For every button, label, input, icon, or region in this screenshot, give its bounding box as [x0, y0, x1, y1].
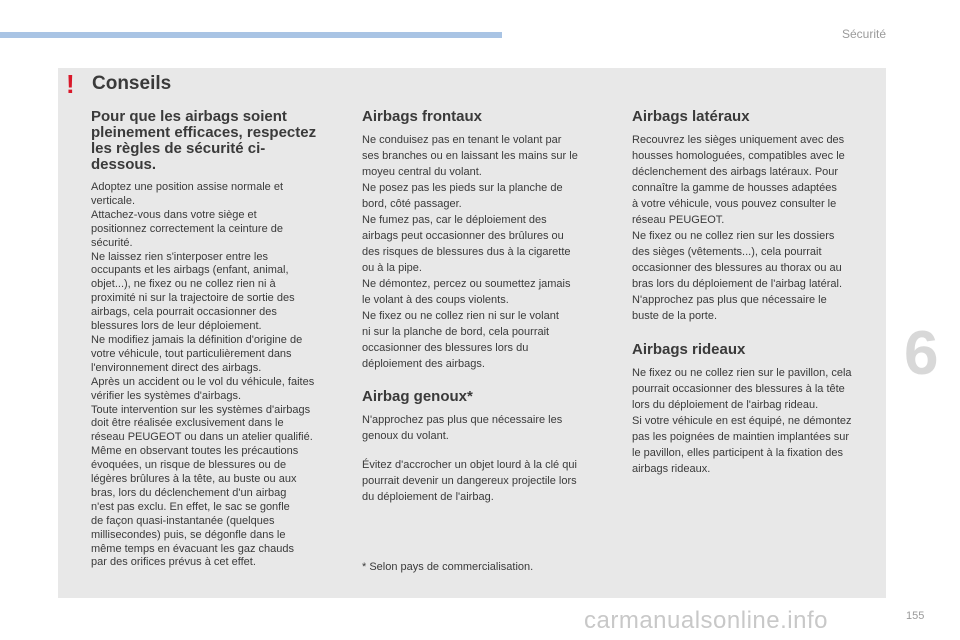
footnote: * Selon pays de commercialisation.	[362, 561, 534, 573]
warning-icon: !	[66, 69, 75, 99]
page-number: 155	[906, 610, 925, 622]
curtain-airbags-text: Ne fixez ou ne collez rien sur le pavillon, cela pourrait occasionner des blessures à la tête lors du déploiement de l'airbag rideau. Si votre véhicule en est équipé, ne démontez pas les poignées de maintien implantées sur le pavillon, elles participent à la fixation des airbags rideaux.	[632, 367, 852, 475]
column-side-curtain-airbags	[632, 109, 882, 477]
general-advice-text: Adoptez une position assise normale et verticale. Attachez-vous dans votre siège et positionnez correctement la ceinture de sécurité. Ne laissez rien s'interposer entre les occupants et les airbags (enfant, animal, objet...), ne fixez ou ne collez rien ni à proximité ni sur la trajectoire de sortie des airbags, cela pourrait occasionner des blessures lors de leur déploiement. Ne modifiez jamais la définition d'origine de votre véhicule, tout particulièrement dans l'environnement direct des airbags. Après un accident ou le vol du véhicule, faites vérifier les systèmes d'airbags. Toute intervention sur les systèmes d'airbags doit être réalisée exclusivement dans le réseau PEUGEOT ou dans un atelier qualifié. Même en observant toutes les précautions évoquées, un risque de blessures ou de légères brûlures à la tête, au buste ou aux bras, lors du déclenchement d'un airbag n'est pas exclu. En effet, le sac se gonfle de façon quasi-instantanée (quelques millisecondes) puis, se dégonfle dans le même temps en évacuant les gaz chauds par des orifices prévus à cet effet.	[91, 181, 315, 569]
watermark: carmanualsonline.info	[584, 607, 828, 634]
knee-airbag-text-1: N'approchez pas plus que nécessaire les genoux du volant.	[362, 414, 563, 442]
column-front-knee-airbags	[362, 109, 610, 505]
general-advice-heading: Pour que les airbags soient pleinement efficaces, respectez les règles de sécurité ci- dessous.	[91, 108, 317, 173]
front-airbags-text: Ne conduisez pas en tenant le volant par ses branches ou en laissant les mains sur le moyeu central du volant. Ne posez pas les pieds sur la planche de bord, côté passager. Ne fumez pas, car le déploiement des airbags peut occasionner des brûlures ou des risques de blessures dus à la cigarette ou à la pipe. Ne démontez, percez ou soumettez jamais le volant à des coups violents. Ne fixez ou ne collez rien ni sur le volant ni sur la planche de bord, cela pourrait occasionner des blessures lors du déploiement des airbags.	[362, 134, 578, 370]
side-airbags-heading: Airbags latéraux	[632, 108, 750, 125]
panel-title: Conseils	[92, 73, 172, 94]
chapter-number: 6	[904, 319, 939, 388]
column-general-advice	[91, 109, 347, 570]
side-airbags-text: Recouvrez les sièges uniquement avec des housses homologuées, compatibles avec le déclenchement des airbags latéraux. Pour connaître la gamme de housses adaptées à votre véhicule, vous pouvez consulter le réseau PEUGEOT. Ne fixez ou ne collez rien sur les dossiers des sièges (vêtements...), cela pourrait occasionner des blessures au thorax ou au bras lors du déploiement de l'airbag latéral. N'approchez pas plus que nécessaire le buste de la porte.	[632, 134, 845, 322]
knee-airbag-text-2: Évitez d'accrocher un objet lourd à la clé qui pourrait devenir un dangereux projectile lors du déploiement de l'airbag.	[362, 459, 577, 503]
header-accent-bar	[0, 32, 502, 38]
front-airbags-heading: Airbags frontaux	[362, 108, 483, 125]
section-title: Sécurité	[841, 27, 886, 41]
curtain-airbags-heading: Airbags rideaux	[632, 341, 746, 358]
knee-airbag-heading: Airbag genoux*	[362, 388, 473, 405]
